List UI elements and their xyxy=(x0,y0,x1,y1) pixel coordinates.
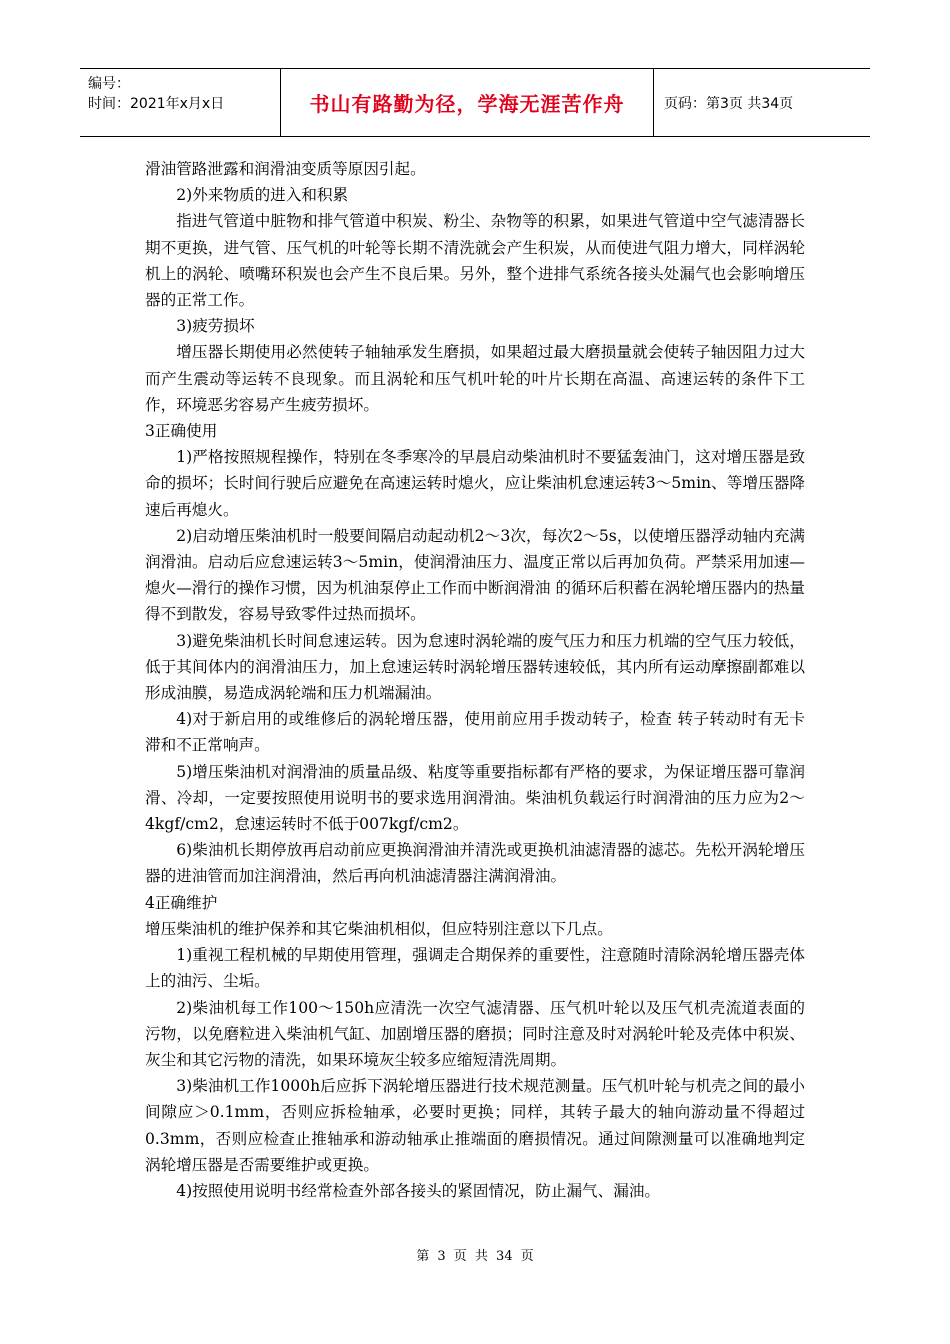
body-paragraph: 5)增压柴油机对润滑油的质量品级、粘度等重要指标都有严格的要求，为保证增压器可靠润滑、冷却，一定要按照使用说明书的要求选用润滑油。柴油机负载运行时润滑油的压力应为2～4kgf/cm2，怠速运转时不低于007kgf/cm2。 xyxy=(145,762,805,834)
body-paragraph: 2)启动增压柴油机时一般要间隔启动起动机2～3次，每次2～5s，以使增压器浮动轴内充满润滑油。启动后应怠速运转3～5min，使润滑油压力、温度正常以后再加负荷。严禁采用加速—熄火—滑行的操作习惯，因为机油泵停止工作而中断润滑油 的循环后积蓄在涡轮增压器内的热量得不到散发，容易导致零件过热而损坏。 xyxy=(145,526,805,624)
page-footer: 第 3 页 共 34 页 xyxy=(416,1249,534,1264)
body-paragraph: 4)按照使用说明书经常检查外部各接头的紧固情况，防止漏气、漏油。 xyxy=(176,1181,661,1200)
body-paragraph: 滑油管路泄露和润滑油变质等原因引起。 xyxy=(145,160,426,178)
body-paragraph: 指进气管道中脏物和排气管道中积炭、粉尘、杂物等的积累，如果进气管道中空气滤清器长期不更换，进气管、压气机的叶轮等长期不清洗就会产生积炭，从而使进气阻力增大，同样涡轮机上的涡轮、喷嘴环积炭也会产生不良后果。另外，整个进排气系统各接头处漏气也会影响增压器的正常工作。 xyxy=(145,212,805,310)
header-meta xyxy=(80,69,280,136)
number-label: 编号： xyxy=(88,76,130,92)
body-paragraph: 3正确使用 xyxy=(145,422,218,441)
page-header xyxy=(80,68,870,137)
body-paragraph: 3)避免柴油机长时间怠速运转。因为怠速时涡轮端的废气压力和压力机端的空气压力较低，低于其间体内的润滑油压力，加上怠速运转时涡轮增压器转速较低，其内所有运动摩擦副都难以形成油膜，易造成涡轮端和压力机端漏油。 xyxy=(145,631,805,703)
body-paragraph: 6)柴油机长期停放再启动前应更换润滑油并清洗或更换机油滤清器的滤芯。先松开涡轮增压器的进油管而加注润滑油，然后再向机油滤清器注满润滑油。 xyxy=(145,841,805,886)
body-paragraph: 4正确维护 xyxy=(145,893,218,912)
document-body xyxy=(145,156,805,1204)
body-paragraph: 2)柴油机每工作100～150h应清洗一次空气滤清器、压气机叶轮以及压气机壳流道表面的污物，以免磨粒进入柴油机气缸、加剧增压器的磨损；同时注意及时对涡轮叶轮及壳体中积炭、灰尘和其它污物的清洗，如果环境灰尘较多应缩短清洗周期。 xyxy=(145,998,805,1069)
body-paragraph: 4)对于新启用的或维修后的涡轮增压器，使用前应用手拨动转子，检查 转子转动时有无卡滞和不正常响声。 xyxy=(145,710,805,755)
body-paragraph: 2)外来物质的进入和积累 xyxy=(176,186,349,205)
body-paragraph: 3)疲劳损坏 xyxy=(176,317,255,336)
body-paragraph: 1)严格按照规程操作，特别在冬季寒冷的早晨启动柴油机时不要猛轰油门，这对增压器是致命的损坏；长时间行驶后应避免在高速运转时熄火，应让柴油机怠速运转3～5min、等增压器降速后再熄火。 xyxy=(145,448,805,519)
body-paragraph: 增压器长期使用必然使转子轴轴承发生磨损，如果超过最大磨损量就会使转子轴因阻力过大而产生震动等运转不良现象。而且涡轮和压气机叶轮的叶片长期在高温、高速运转的条件下工作，环境恶劣容易产生疲劳损坏。 xyxy=(145,343,805,414)
body-paragraph: 增压柴油机的维护保养和其它柴油机相似，但应特别注意以下几点。 xyxy=(145,919,613,938)
header-page-info: 页码：第3页 共34页 xyxy=(664,95,794,112)
body-paragraph: 1)重视工程机械的早期使用管理，强调走合期保养的重要性，注意随时清除涡轮增压器壳体上的油污、尘垢。 xyxy=(145,946,805,991)
time-label: 时间：2021年x月x日 xyxy=(88,96,225,112)
header-motto: 书山有路勤为径，学海无涯苦作舟 xyxy=(280,69,654,136)
body-paragraph: 3)柴油机工作1000h后应拆下涡轮增压器进行技术规范测量。压气机叶轮与机壳之间的最小间隙应＞0.1mm，否则应拆检轴承，必要时更换；同样，其转子最大的轴向游动量不得超过0.3mm，否则应检查止推轴承和游动轴承止推端面的磨损情况。通过间隙测量可以准确地判定涡轮增压器是否需要维护或更换。 xyxy=(145,1077,805,1174)
